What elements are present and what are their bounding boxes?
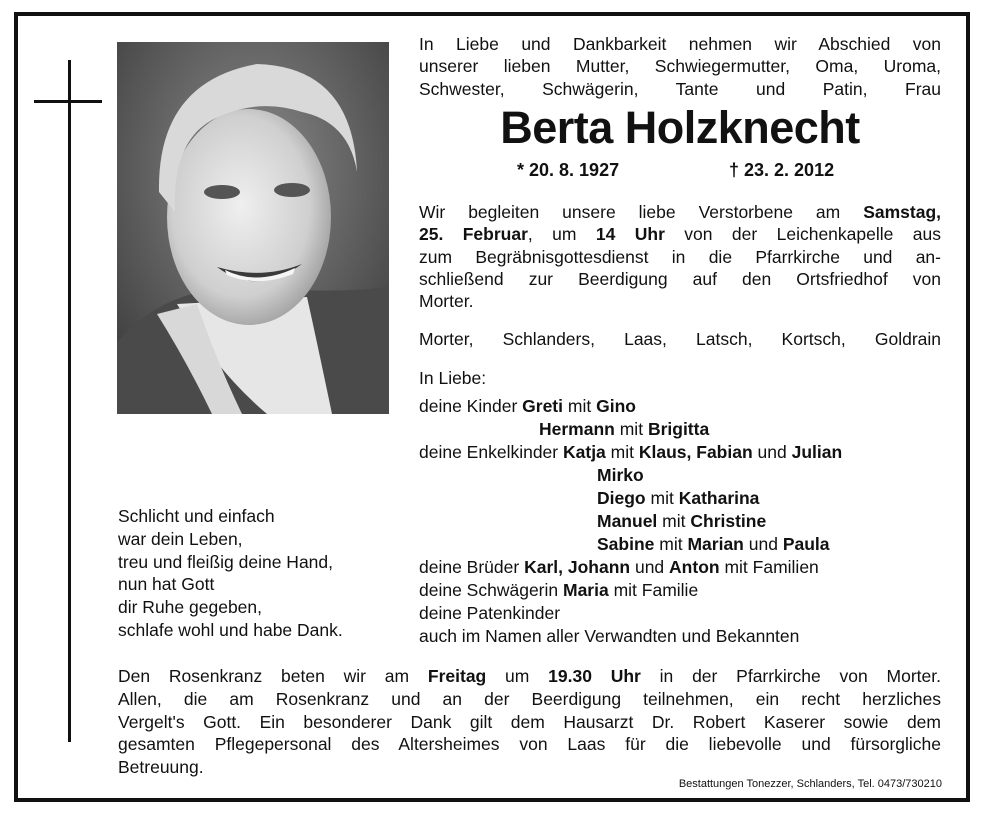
mourner-row: Hermann mit Brigitta [539,419,710,439]
mourner-row: Manuel mit Christine [597,511,767,531]
death-date: † 23. 2. 2012 [729,160,835,180]
mourner-row: deine Enkelkinder Katja mit Klaus, Fabian und Julian [419,442,843,462]
in-liebe-label: In Liebe: [419,368,487,388]
poem-line: Schlicht und einfach [118,506,275,526]
closing-line: gesamten Pflegepersonal des Altersheimes von Laas für die liebevolle und fürsorgliche [118,734,941,755]
cross-icon [68,60,71,742]
funeral-line: 25. Februar, um 14 Uhr von der Leichenkapelle aus [419,224,941,245]
deceased-name: Berta Holzknecht [500,102,860,153]
places-line: Morter, Schlanders, Laas, Latsch, Kortsch, Goldrain [419,329,941,349]
mourner-row: deine Schwägerin Maria mit Familie [419,580,699,600]
mourner-row: auch im Namen aller Verwandten und Bekannten [419,626,800,646]
poem [118,505,343,642]
funeral-announcement [419,201,941,312]
closing-line: Den Rosenkranz beten wir am Freitag um 19.30 Uhr in der Pfarrkirche von Morter. [118,666,942,686]
birth-date: * 20. 8. 1927 [517,160,620,180]
poem-line: treu und fleißig deine Hand, [118,551,333,572]
poem-line: war dein Leben, [118,528,243,549]
mourner-row: deine Kinder Greti mit Gino [419,396,636,416]
mourner-row: Sabine mit Marian und Paula [597,534,830,554]
intro-text [419,33,941,100]
intro-line: In Liebe und Dankbarkeit nehmen wir Abschied von [419,34,941,54]
funeral-home-imprint: Bestattungen Tonezzer, Schlanders, Tel. 0473/730210 [678,778,942,790]
mourners-list [419,395,842,648]
poem-line: nun hat Gott [118,574,215,595]
intro-line: Schwester, Schwägerin, Tante und Patin, Frau [419,78,941,99]
cross-icon-bar [34,100,102,103]
portrait-photo [117,42,389,414]
closing-text [118,665,941,779]
poem-line: dir Ruhe gegeben, [118,597,262,618]
mourner-row: deine Patenkinder [419,603,561,623]
mourner-row: Mirko [597,465,644,485]
closing-line: Vergelt's Gott. Ein besonderer Dank gilt dem Hausarzt Dr. Robert Kaserer sowie dem [118,711,941,732]
funeral-line: Wir begleiten unsere liebe Verstorbene am Samstag, [419,202,941,222]
intro-line: unserer lieben Mutter, Schwiegermutter, Oma, Uroma, [419,56,941,77]
funeral-line: schließend zur Beerdigung auf den Ortsfriedhof von [419,268,941,289]
closing-line: Betreuung. [118,757,204,778]
funeral-line: zum Begräbnisgottesdienst in die Pfarrkirche und an- [419,246,941,267]
closing-line: Allen, die am Rosenkranz und an der Beerdigung teilnehmen, ein recht herzliches [118,688,941,709]
mourner-row: deine Brüder Karl, Johann und Anton mit Familien [419,557,819,577]
funeral-line: Morter. [419,291,474,312]
mourner-row: Diego mit Katharina [597,488,760,508]
poem-line: schlafe wohl und habe Dank. [118,619,343,640]
